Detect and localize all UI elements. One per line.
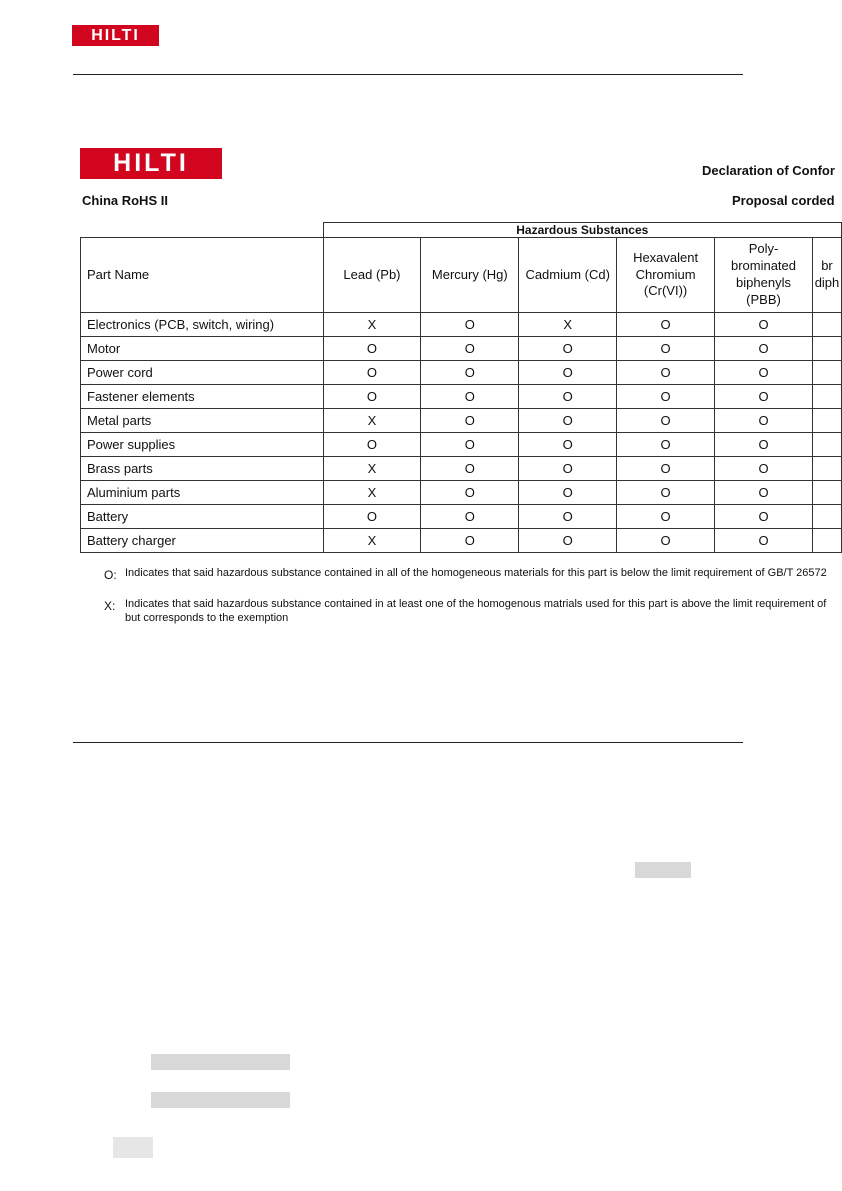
- part-name-cell: Motor: [81, 337, 324, 361]
- column-header: [323, 238, 421, 313]
- table-row: [81, 457, 842, 481]
- table-row: [81, 313, 842, 337]
- table-row: [81, 505, 842, 529]
- note-symbol: O:: [104, 568, 117, 582]
- footer-divider: [73, 742, 743, 743]
- substance-cell: O: [421, 481, 519, 505]
- substance-cell: O: [323, 385, 421, 409]
- substance-cell: O: [323, 337, 421, 361]
- substance-cell: [812, 433, 841, 457]
- table-row: [81, 481, 842, 505]
- column-header-line: Part Name: [87, 266, 150, 282]
- part-name-cell: Aluminium parts: [81, 481, 324, 505]
- substance-cell: O: [715, 457, 813, 481]
- substance-cell: O: [715, 409, 813, 433]
- substance-cell: X: [323, 529, 421, 553]
- substance-cell: [812, 361, 841, 385]
- column-header: [617, 238, 715, 313]
- redacted-field: [113, 1137, 153, 1158]
- substance-cell: X: [323, 481, 421, 505]
- note-text: but corresponds to the exemption: [125, 612, 289, 624]
- substance-cell: O: [519, 457, 617, 481]
- document-subtitle-left: China RoHS II: [82, 193, 168, 208]
- substance-cell: [812, 481, 841, 505]
- document-title: Declaration of Confor: [702, 163, 835, 178]
- column-header-line: Poly-: [748, 241, 779, 257]
- substance-cell: O: [421, 361, 519, 385]
- substance-cell: [812, 385, 841, 409]
- part-name-cell: Metal parts: [81, 409, 324, 433]
- substance-cell: O: [519, 361, 617, 385]
- substance-cell: O: [519, 385, 617, 409]
- substance-cell: [812, 409, 841, 433]
- substance-cell: O: [617, 433, 715, 457]
- table-corner: [81, 223, 324, 238]
- substance-cell: O: [421, 457, 519, 481]
- substance-cell: O: [715, 313, 813, 337]
- hilti-logo-text: HILTI: [91, 26, 140, 44]
- substance-cell: O: [519, 529, 617, 553]
- substance-cell: X: [323, 457, 421, 481]
- column-header: [421, 238, 519, 313]
- column-header-line: Hexavalent: [633, 249, 699, 265]
- column-header-line: (Cr(VI)): [643, 283, 688, 299]
- substance-cell: O: [617, 457, 715, 481]
- substance-cell: O: [715, 385, 813, 409]
- substance-cell: O: [421, 433, 519, 457]
- substance-cell: O: [421, 313, 519, 337]
- note-symbol: X:: [104, 599, 116, 613]
- column-header-line: Mercury (Hg): [431, 266, 508, 282]
- part-name-cell: Power supplies: [81, 433, 324, 457]
- hilti-logo: [72, 25, 159, 46]
- substance-cell: O: [421, 529, 519, 553]
- substance-cell: O: [617, 529, 715, 553]
- table-row: [81, 529, 842, 553]
- table-super-header-row: [81, 223, 842, 238]
- table-row: [81, 433, 842, 457]
- document-logo-text: HILTI: [113, 149, 189, 177]
- table-row: [81, 337, 842, 361]
- column-header-line: br: [821, 258, 833, 274]
- redacted-field: [151, 1092, 290, 1108]
- substance-cell: X: [323, 313, 421, 337]
- substance-cell: [812, 505, 841, 529]
- table-row: [81, 409, 842, 433]
- column-header-line: Lead (Pb): [343, 266, 401, 282]
- substance-cell: O: [323, 505, 421, 529]
- substance-cell: O: [715, 481, 813, 505]
- substance-cell: [812, 337, 841, 361]
- column-header-line: (PBB): [746, 291, 781, 307]
- substance-cell: O: [617, 337, 715, 361]
- substance-cell: O: [617, 385, 715, 409]
- part-name-cell: Fastener elements: [81, 385, 324, 409]
- substance-cell: O: [715, 337, 813, 361]
- column-header: [715, 238, 813, 313]
- substance-cell: O: [421, 385, 519, 409]
- substance-cell: O: [715, 433, 813, 457]
- substance-cell: O: [617, 409, 715, 433]
- substance-cell: O: [715, 361, 813, 385]
- note-text: Indicates that said hazardous substance contained in at least one of the homogenous matrials used for this part is above the limit requirement of: [125, 598, 827, 610]
- substance-cell: [812, 529, 841, 553]
- substance-cell: O: [519, 337, 617, 361]
- substance-cell: O: [617, 481, 715, 505]
- table-header-row: [81, 238, 842, 313]
- table-row: [81, 385, 842, 409]
- table-row: [81, 361, 842, 385]
- header-divider: [73, 74, 743, 75]
- column-header: [81, 238, 324, 313]
- substance-cell: X: [519, 313, 617, 337]
- substance-cell: O: [519, 505, 617, 529]
- substance-cell: O: [323, 433, 421, 457]
- substance-cell: O: [617, 313, 715, 337]
- rohs-table: [80, 222, 842, 553]
- substance-cell: X: [323, 409, 421, 433]
- column-header-line: biphenyls: [736, 275, 791, 290]
- substance-cell: O: [323, 361, 421, 385]
- note-text: Indicates that said hazardous substance contained in all of the homogeneous materials for this part is below the limit requirement of GB/T 26572: [125, 567, 827, 579]
- column-header-line: Chromium: [635, 266, 696, 282]
- substance-cell: O: [421, 409, 519, 433]
- column-header-line: diph: [814, 275, 840, 290]
- substance-cell: O: [715, 505, 813, 529]
- redacted-field: [151, 1054, 290, 1070]
- redacted-field: [635, 862, 691, 878]
- part-name-cell: Battery: [81, 505, 324, 529]
- substance-cell: O: [519, 481, 617, 505]
- substance-cell: O: [421, 505, 519, 529]
- part-name-cell: Battery charger: [81, 529, 324, 553]
- substance-cell: [812, 313, 841, 337]
- substance-cell: O: [617, 361, 715, 385]
- substance-cell: [812, 457, 841, 481]
- document-subtitle-right: Proposal corded: [732, 193, 835, 208]
- part-name-cell: Brass parts: [81, 457, 324, 481]
- substance-cell: O: [421, 337, 519, 361]
- table-body: [81, 313, 842, 553]
- substance-cell: O: [519, 433, 617, 457]
- substance-cell: O: [715, 529, 813, 553]
- part-name-cell: Power cord: [81, 361, 324, 385]
- part-name-cell: Electronics (PCB, switch, wiring): [81, 313, 324, 337]
- column-header: [519, 238, 617, 313]
- column-header-line: Cadmium (Cd): [525, 266, 610, 282]
- document-hilti-logo: [80, 148, 222, 179]
- column-header: [812, 238, 841, 313]
- substance-cell: O: [519, 409, 617, 433]
- column-header-line: brominated: [730, 258, 797, 274]
- substance-cell: O: [617, 505, 715, 529]
- hazardous-substances-header: Hazardous Substances: [323, 223, 841, 238]
